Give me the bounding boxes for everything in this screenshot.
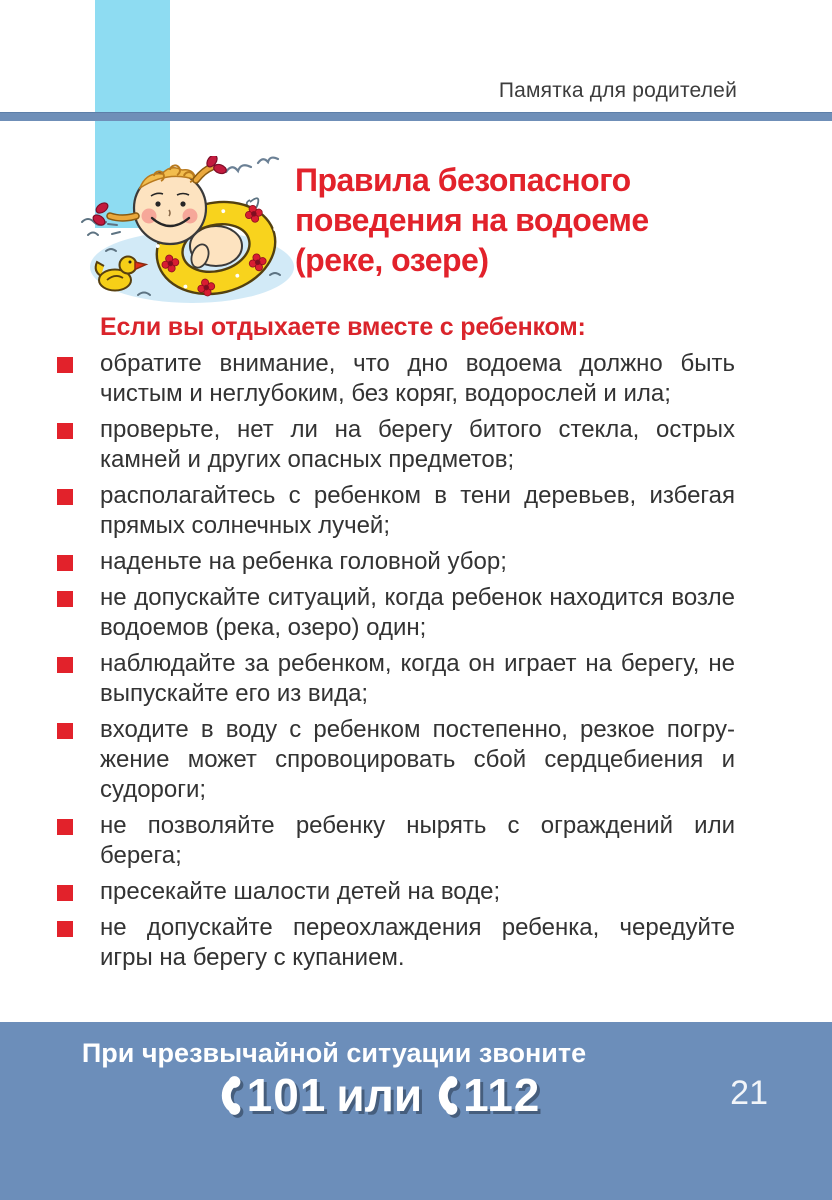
page-title	[295, 160, 785, 280]
bullet-square-icon	[57, 489, 73, 505]
emergency-number-101: 101	[246, 1069, 327, 1121]
seagull-icon	[226, 158, 278, 172]
pigtail-right	[196, 156, 228, 180]
list-item	[57, 715, 735, 805]
phone-icon	[432, 1075, 459, 1116]
list-item	[57, 877, 735, 907]
list-item	[57, 481, 735, 541]
bullet-square-icon	[57, 591, 73, 607]
tips-list	[57, 349, 735, 979]
section-subtitle: Если вы отдыхаете вместе с ребенком:	[100, 313, 586, 341]
tip-text: проверьте, нет ли на берегу битого стекла, острых камней и других опасных предметов;	[100, 416, 735, 473]
phone-icon	[216, 1075, 243, 1116]
child-swimming-illustration	[80, 156, 300, 310]
list-item	[57, 349, 735, 409]
emergency-number-112: 112	[463, 1069, 541, 1121]
pigtail-left	[91, 201, 136, 227]
list-item	[57, 649, 735, 709]
bullet-square-icon	[57, 657, 73, 673]
page-title-line: (реке, озере)	[295, 242, 489, 278]
tip-text: наденьте на ребенка головной убор;	[100, 548, 507, 575]
list-item	[57, 547, 735, 577]
bullet-square-icon	[57, 555, 73, 571]
emergency-banner	[0, 1022, 832, 1200]
tip-text: наблюдайте за ребенком, когда он играет на берегу, не выпускайте его из вида;	[100, 650, 735, 707]
tip-text: располагайтесь с ребенком в тени деревьев, избегая прямых солнечных лучей;	[100, 482, 735, 539]
tip-text: входите в воду с ребенком постепенно, резкое погружение может спровоцировать сбой сердцебиения и судороги;	[100, 716, 735, 803]
list-item	[57, 811, 735, 871]
tip-text: обратите внимание, что дно водоема должно быть чистым и неглубоким, без коряг, водорослей и ила;	[100, 350, 735, 407]
emergency-conjunction: или	[336, 1069, 423, 1121]
list-item	[57, 415, 735, 475]
page-header: Памятка для родителей	[498, 79, 737, 102]
bullet-square-icon	[57, 723, 73, 739]
list-item	[57, 583, 735, 643]
tip-text: пресекайте шалости детей на воде;	[100, 878, 501, 905]
header-rule	[0, 112, 832, 121]
bullet-square-icon	[57, 819, 73, 835]
page-title-line: поведения на водоеме	[295, 202, 649, 238]
emergency-instruction: При чрезвычайной ситуации звоните	[81, 1038, 587, 1068]
tip-text: не позволяйте ребенку нырять с ограждений или берега;	[100, 812, 735, 869]
bullet-square-icon	[57, 885, 73, 901]
bullet-square-icon	[57, 357, 73, 373]
bullet-square-icon	[57, 423, 73, 439]
emergency-numbers	[216, 1068, 541, 1122]
page-number: 21	[730, 1074, 768, 1112]
list-item	[57, 913, 735, 973]
tip-text: не допускайте переохлаждения ребенка, чередуйте игры на берегу с купанием.	[100, 914, 735, 971]
bullet-square-icon	[57, 921, 73, 937]
tip-text: не допускайте ситуаций, когда ребенок находится возле водоемов (река, озеро) один;	[100, 584, 735, 641]
page-title-line: Правила безопасного	[295, 162, 631, 198]
